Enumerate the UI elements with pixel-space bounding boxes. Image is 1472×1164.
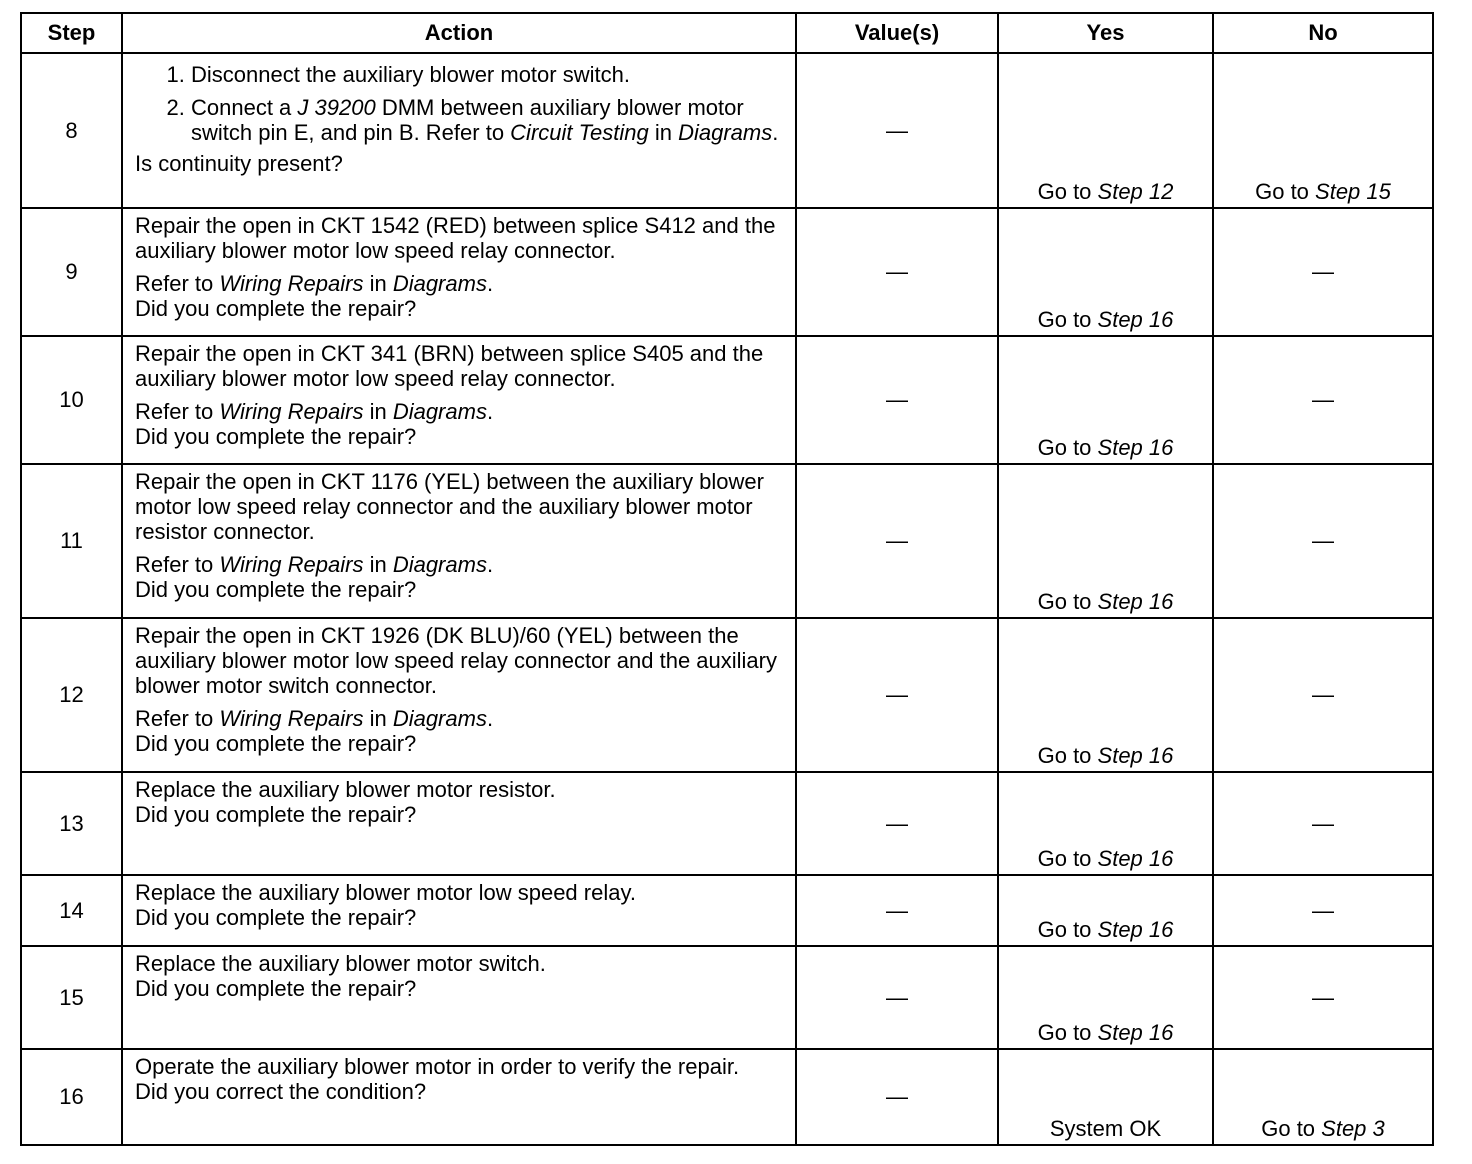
yes-result: Go to Step 16: [1037, 1020, 1174, 1045]
header-action: Action: [122, 13, 796, 53]
step-number: 13: [21, 772, 122, 875]
step-number: 16: [21, 1049, 122, 1145]
step-number: 12: [21, 618, 122, 772]
yes-cell: [998, 946, 1213, 1049]
action-cell: [122, 772, 796, 875]
yes-cell: [998, 1049, 1213, 1145]
no-cell: —: [1213, 875, 1433, 946]
yes-result: Go to Step 16: [1037, 743, 1174, 768]
no-cell: [1213, 1049, 1433, 1145]
action-steps: [135, 62, 785, 145]
action-reference: Refer to Wiring Repairs in Diagrams.: [135, 271, 494, 296]
action-cell: [122, 53, 796, 208]
action-text: Repair the open in CKT 1926 (DK BLU)/60 (YEL) between the auxiliary blower motor low speed relay connector and the auxiliary blower motor switch connector.: [135, 623, 777, 698]
yes-cell: [998, 336, 1213, 464]
action-reference: Refer to Wiring Repairs in Diagrams.: [135, 706, 494, 731]
diagnostic-table: [20, 12, 1434, 1146]
yes-result: Go to Step 16: [1037, 846, 1174, 871]
value-cell: —: [796, 208, 998, 336]
step-number: 14: [21, 875, 122, 946]
action-question: Did you complete the repair?: [135, 905, 417, 930]
action-cell: [122, 946, 796, 1049]
header-yes: Yes: [998, 13, 1213, 53]
action-text: Repair the open in CKT 1176 (YEL) between the auxiliary blower motor low speed relay connector and the auxiliary blower motor resistor connector.: [135, 469, 764, 544]
header-no: No: [1213, 13, 1433, 53]
action-cell: [122, 875, 796, 946]
action-reference: Refer to Wiring Repairs in Diagrams.: [135, 552, 494, 577]
yes-cell: [998, 464, 1213, 618]
action-question: Did you complete the repair?: [135, 976, 417, 1001]
step-number: 11: [21, 464, 122, 618]
header-values: Value(s): [796, 13, 998, 53]
header-row: [21, 13, 1433, 53]
no-cell: —: [1213, 772, 1433, 875]
yes-result: Go to Step 16: [1037, 917, 1174, 942]
no-cell: —: [1213, 464, 1433, 618]
step-number: 15: [21, 946, 122, 1049]
table-row: [21, 464, 1433, 618]
no-cell: —: [1213, 208, 1433, 336]
action-question: Did you complete the repair?: [135, 731, 417, 756]
table-row: [21, 772, 1433, 875]
action-question: Did you correct the condition?: [135, 1079, 427, 1104]
action-text: Replace the auxiliary blower motor low speed relay.: [135, 880, 636, 905]
table-row: [21, 618, 1433, 772]
value-cell: —: [796, 946, 998, 1049]
no-cell: [1213, 53, 1433, 208]
no-result: Go to Step 15: [1255, 179, 1391, 204]
action-step: 1. Disconnect the auxiliary blower motor switch.: [191, 62, 785, 87]
value-cell: —: [796, 336, 998, 464]
yes-cell: [998, 53, 1213, 208]
table-row: [21, 336, 1433, 464]
value-cell: —: [796, 772, 998, 875]
yes-result: Go to Step 12: [1037, 179, 1174, 204]
table-row: [21, 208, 1433, 336]
no-result: Go to Step 3: [1261, 1116, 1385, 1141]
action-question: Did you complete the repair?: [135, 296, 417, 321]
table-row: [21, 1049, 1433, 1145]
yes-cell: [998, 772, 1213, 875]
value-cell: —: [796, 464, 998, 618]
yes-cell: [998, 208, 1213, 336]
table-row: [21, 875, 1433, 946]
action-cell: [122, 336, 796, 464]
no-cell: —: [1213, 618, 1433, 772]
yes-cell: [998, 618, 1213, 772]
action-cell: [122, 464, 796, 618]
yes-result: Go to Step 16: [1037, 435, 1174, 460]
action-cell: [122, 208, 796, 336]
value-cell: —: [796, 1049, 998, 1145]
action-reference: Refer to Wiring Repairs in Diagrams.: [135, 399, 494, 424]
header-step: Step: [21, 13, 122, 53]
value-cell: —: [796, 618, 998, 772]
action-text: Replace the auxiliary blower motor resistor.: [135, 777, 556, 802]
action-text: Repair the open in CKT 1542 (RED) between splice S412 and the auxiliary blower motor low speed relay connector.: [135, 213, 776, 263]
no-cell: —: [1213, 946, 1433, 1049]
action-text: Replace the auxiliary blower motor switch.: [135, 951, 546, 976]
action-question: Did you complete the repair?: [135, 802, 417, 827]
action-question: Did you complete the repair?: [135, 424, 417, 449]
action-step: 2. Connect a J 39200 DMM between auxiliary blower motor switch pin E, and pin B. Refer to Circuit Testing in Diagrams.: [191, 95, 785, 145]
table-row: [21, 946, 1433, 1049]
action-question: Is continuity present?: [135, 151, 343, 176]
step-number: 10: [21, 336, 122, 464]
step-number: 9: [21, 208, 122, 336]
action-text: Repair the open in CKT 341 (BRN) between splice S405 and the auxiliary blower motor low speed relay connector.: [135, 341, 764, 391]
no-cell: —: [1213, 336, 1433, 464]
value-cell: —: [796, 875, 998, 946]
yes-result: Go to Step 16: [1037, 589, 1174, 614]
action-question: Did you complete the repair?: [135, 577, 417, 602]
action-text: Operate the auxiliary blower motor in order to verify the repair.: [135, 1054, 740, 1079]
action-cell: [122, 618, 796, 772]
yes-cell: [998, 875, 1213, 946]
yes-result: Go to Step 16: [1037, 307, 1174, 332]
yes-result: System OK: [1049, 1116, 1162, 1141]
value-cell: —: [796, 53, 998, 208]
step-number: 8: [21, 53, 122, 208]
action-cell: [122, 1049, 796, 1145]
table-row: [21, 53, 1433, 208]
